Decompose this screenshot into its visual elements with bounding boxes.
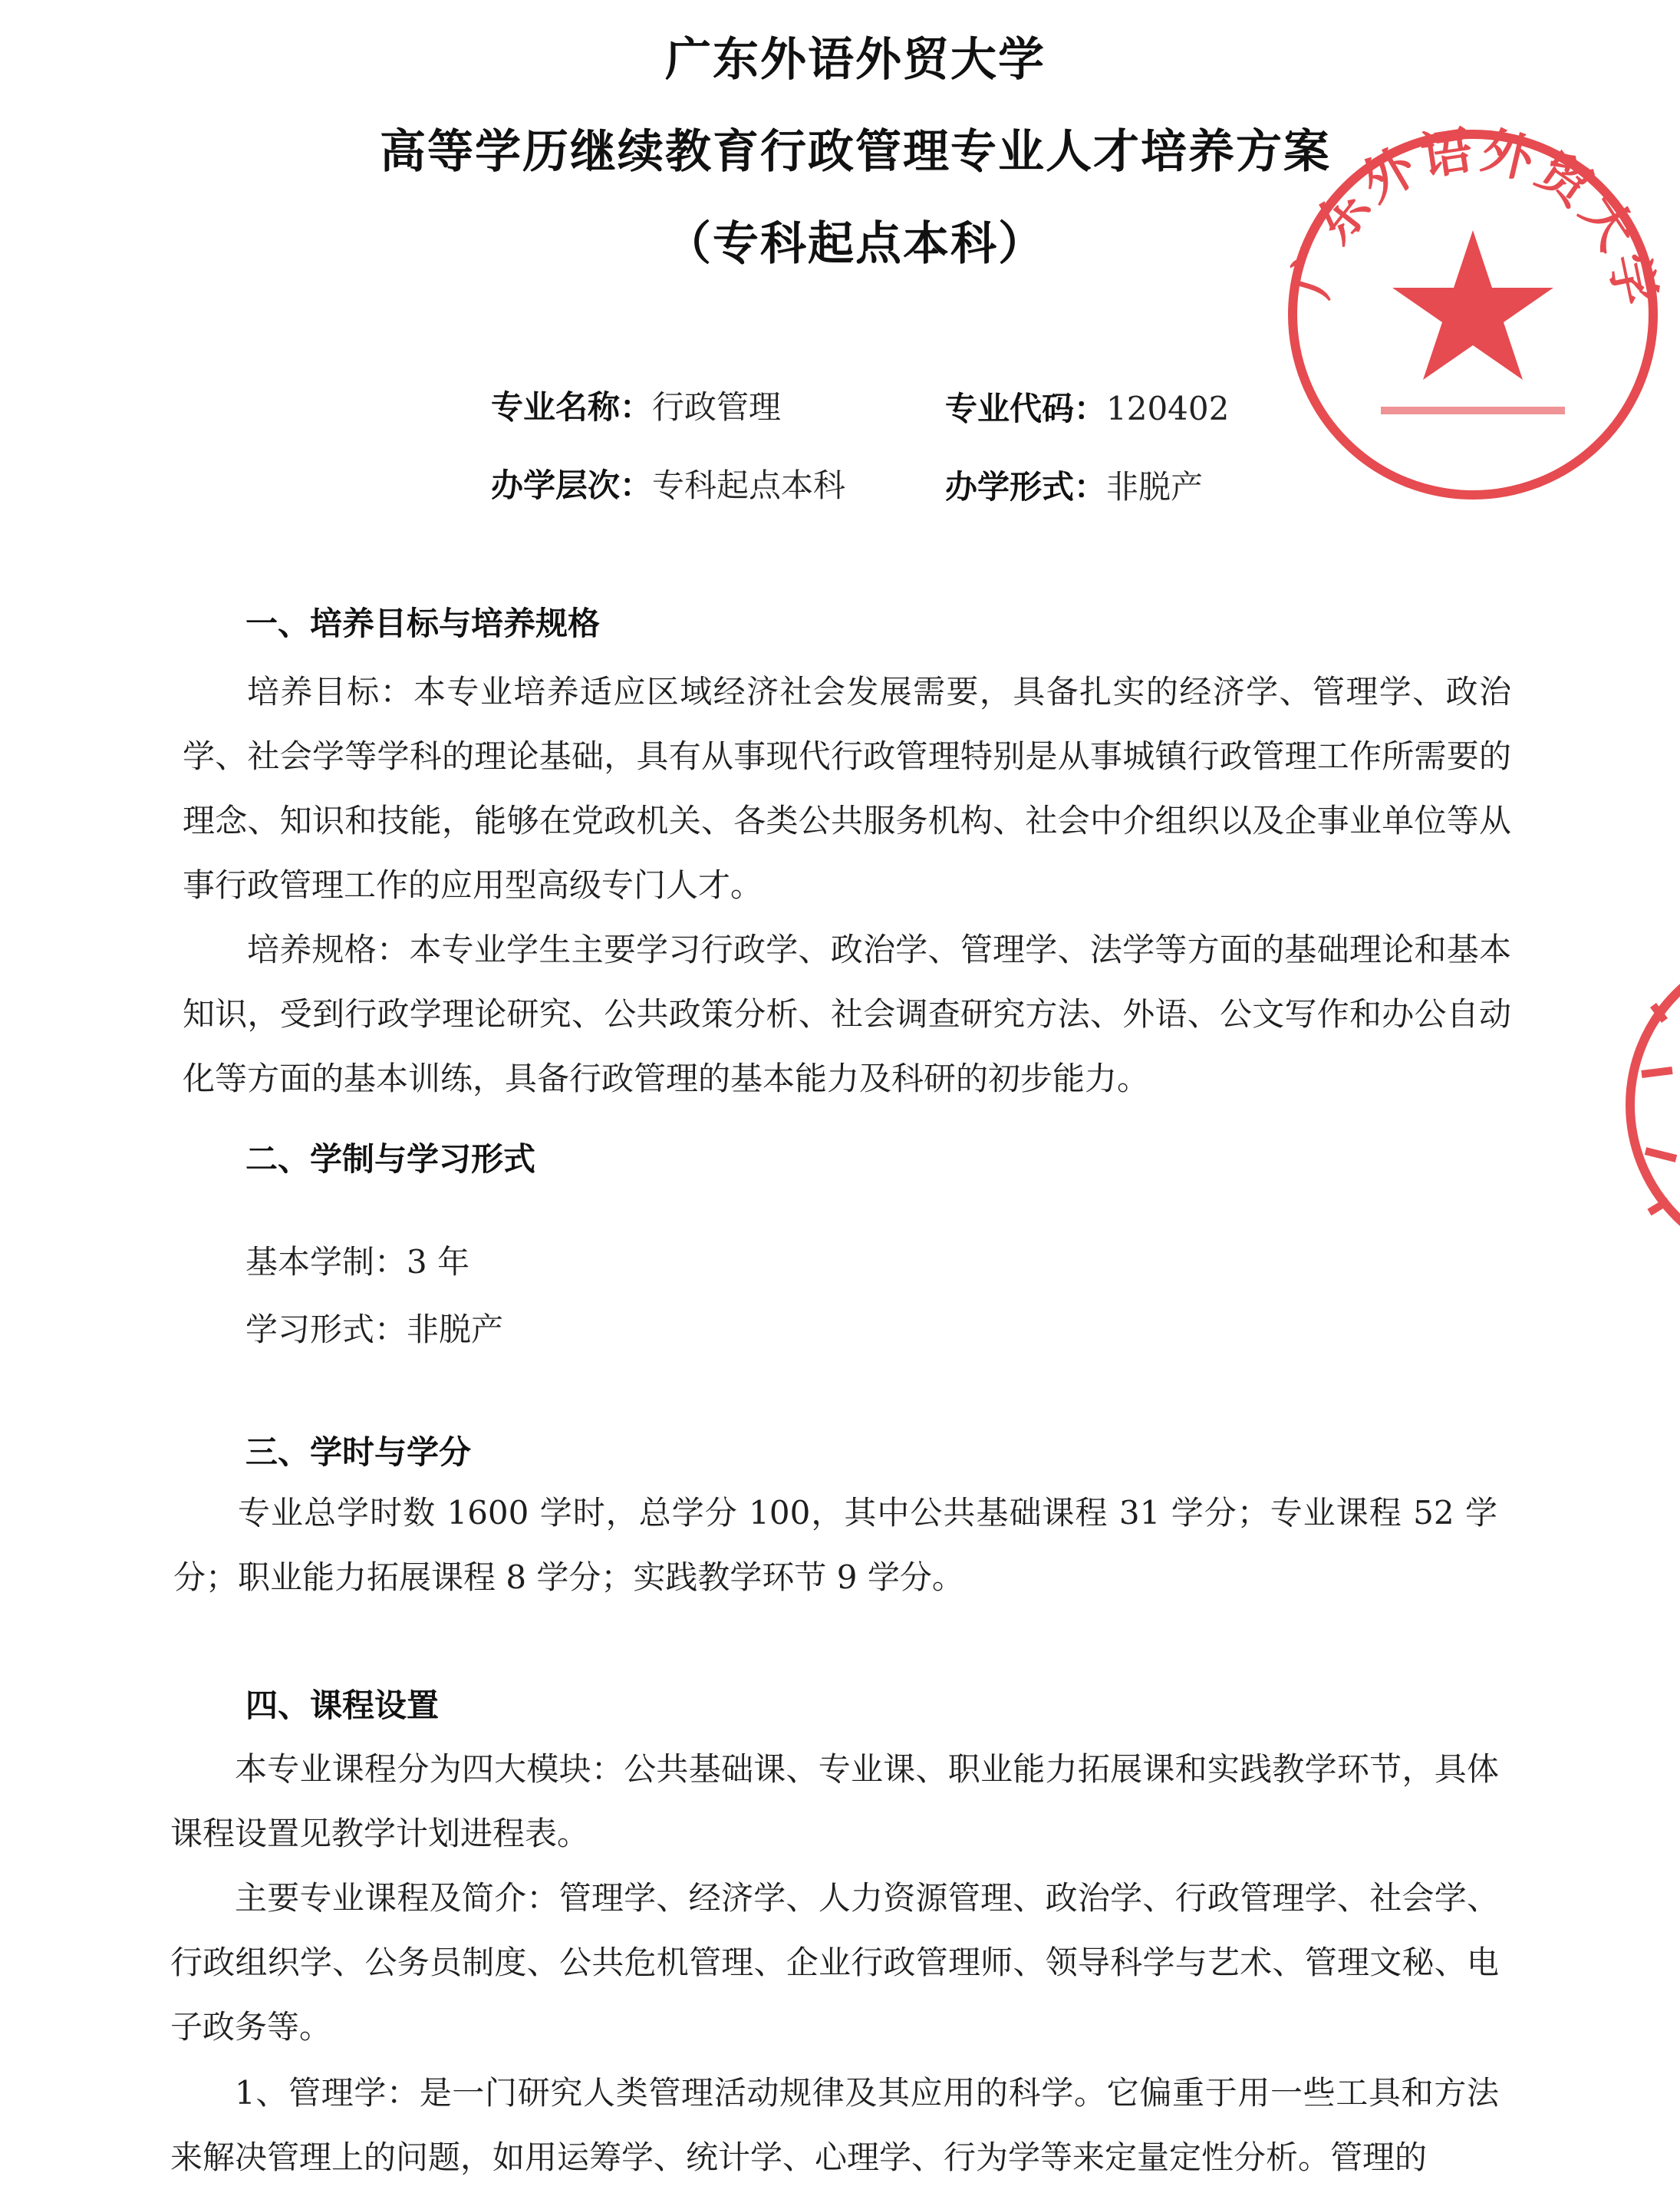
university-title: 广东外语外贸大学 xyxy=(665,33,1046,87)
section-1-paragraph-spec: 培养规格：本专业学生主要学习行政学、政治学、管理学、法学等方面的基础理论和基本知识，受到行政学理论研究、公共政策分析、社会调查研究方法、外语、公文写作和办公自动化等方面的基本训练，具备行政管理的基本能力及科研的初步能力。 xyxy=(183,931,1511,1097)
official-seal-icon xyxy=(1273,115,1672,514)
section-3-paragraph: 专业总学时数 1600 学时，总学分 100，其中公共基础课程 31 学分；专业课程 52 学分；职业能力拓展课程 8 学分；实践教学环节 9 学分。 xyxy=(173,1494,1497,1596)
level-value: 专科起点本科 xyxy=(652,467,846,504)
major-code-row xyxy=(945,384,1229,430)
section-2-duration: 基本学制：3 年 xyxy=(245,1243,470,1281)
section-4-paragraph-courses: 主要专业课程及简介：管理学、经济学、人力资源管理、政治学、行政管理学、社会学、行政组织学、公务员制度、公共危机管理、企业行政管理师、领导科学与艺术、管理文秘、电子政务等。 xyxy=(170,1879,1499,2046)
section-4-paragraph-management: 1、管理学：是一门研究人类管理活动规律及其应用的科学。它偏重于用一些工具和方法来解决管理上的问题，如用运筹学、统计学、心理学、行为学等来定量定性分析。管理的 xyxy=(170,2074,1499,2176)
major-code-value: 120402 xyxy=(1106,390,1230,427)
section-1-paragraph-goal: 培养目标：本专业培养适应区域经济社会发展需要，具备扎实的经济学、管理学、政治学、社会学等学科的理论基础，具有从事现代行政管理特别是从事城镇行政管理工作所需要的理念、知识和技能，能够在党政机关、各类公共服务机构、社会中介组织以及企事业单位等从事行政管理工作的应用型高级专门人才。 xyxy=(183,673,1511,904)
major-code-label: 专业代码： xyxy=(945,390,1107,427)
major-name-row xyxy=(491,382,781,428)
form-value: 非脱产 xyxy=(1106,468,1204,506)
section-2-form: 学习形式：非脱产 xyxy=(245,1311,504,1348)
form-row xyxy=(945,462,1203,508)
section-1-heading: 一、培养目标与培养规格 xyxy=(245,605,601,642)
level-subtitle: （专科起点本科） xyxy=(665,217,1046,271)
seal-edge-icon xyxy=(1611,936,1680,1274)
section-2-heading: 二、学制与学习形式 xyxy=(245,1140,536,1178)
level-row xyxy=(491,460,845,506)
form-label: 办学形式： xyxy=(945,468,1107,506)
plan-title: 高等学历继续教育行政管理专业人才培养方案 xyxy=(380,125,1331,179)
level-label: 办学层次： xyxy=(491,467,653,504)
section-4-paragraph-modules: 本专业课程分为四大模块：公共基础课、专业课、职业能力拓展课和实践教学环节，具体课程设置见教学计划进程表。 xyxy=(170,1750,1499,1852)
major-name-value: 行政管理 xyxy=(652,388,782,426)
section-4-heading: 四、课程设置 xyxy=(245,1687,440,1724)
svg-text:广东外语外贸大学: 广东外语外贸大学 xyxy=(1280,120,1668,315)
section-3-heading: 三、学时与学分 xyxy=(245,1433,472,1471)
major-name-label: 专业名称： xyxy=(491,388,653,426)
